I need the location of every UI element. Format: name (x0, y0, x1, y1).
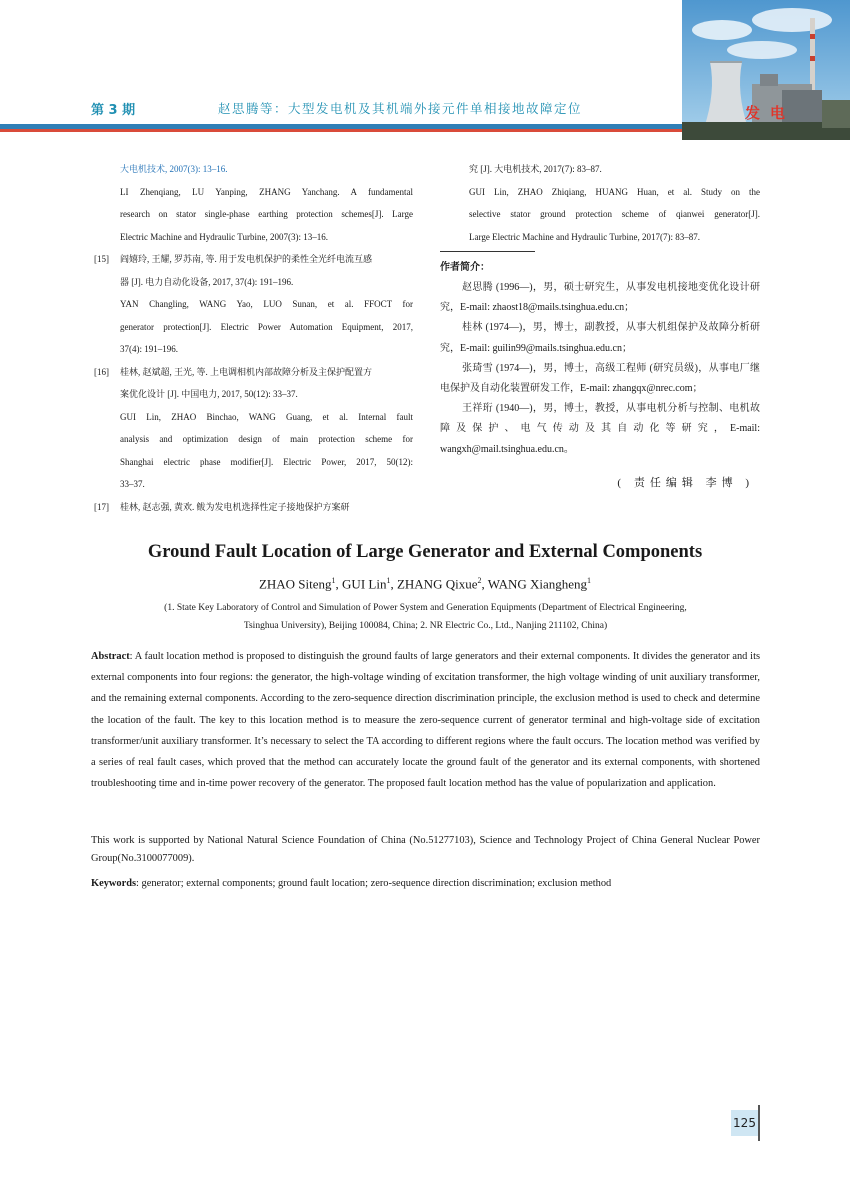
author-bio-entry: 桂林 (1974—)，男，博士，副教授，从事大机组保护及故障分析研究，E-mail: guilin99@mails.tsinghua.edu.cn； (440, 322, 760, 354)
reference-line: Large Electric Machine and Hydraulic Turbine, 2017(7): 83–87. (469, 231, 701, 242)
reference-line: generator protection[J]. Electric Power Automation Equipment, 2017, (120, 321, 413, 332)
reference-line: Shanghai electric phase modifier[J]. Electric Power, 2017, 50(12): (120, 456, 413, 467)
reference-number: [15] (94, 254, 109, 264)
keywords-label: Keywords (91, 878, 137, 889)
reference-number: [16] (94, 366, 109, 377)
reference-16 (91, 361, 413, 496)
references-left-column (91, 158, 413, 518)
reference-line: selective stator ground protection scheme of qianwei generator[J]. (469, 209, 760, 219)
author-affiliation-mark: 1 (587, 576, 592, 585)
reference-15 (91, 248, 413, 361)
reference-line: 37(4): 191–196. (120, 344, 178, 354)
reference-line: research on stator single-phase earthing protection schemes[J]. Large (120, 209, 413, 219)
author-affiliation-mark: 2 (477, 576, 482, 585)
author-bio-entry: 赵思腾 (1996—)，男，硕士研究生，从事发电机接地变优化设计研究，E-mail: zhaost18@mails.tsinghua.edu.cn； (440, 282, 760, 314)
bio-divider (440, 251, 535, 252)
issue-number: 第 3 期 (91, 103, 136, 118)
author-name: ZHANG Qixue (396, 576, 478, 592)
affiliation-line: (1. State Key Laboratory of Control and Simulation of Power System and Generation Equipments (Department of Electrical Engineering, (164, 603, 687, 613)
reference-17 (91, 496, 413, 519)
reference-line: 大电机技术, 2007(3): 13–16. (120, 164, 228, 174)
reference-line: YAN Changling, WANG Yao, LUO Sunan, et al. FFOCT for (120, 299, 413, 309)
reference-line: LI Zhenqiang, LU Yanping, ZHANG Yanchang. A fundamental (120, 186, 413, 197)
reference-line: analysis and optimization design of main protection scheme for (120, 434, 413, 444)
english-keywords (91, 875, 760, 893)
english-affiliation (91, 599, 760, 635)
author-affiliation-mark: 1 (331, 576, 336, 585)
page-header (0, 0, 850, 140)
reference-line: 桂林, 赵志强, 黄欢. 鲅为发电机选择性定子接地保护方案研 (120, 501, 350, 512)
reference-line: GUI Lin, ZHAO Binchao, WANG Guang, et al. Internal fault (120, 411, 413, 422)
author-name: WANG Xiangheng (487, 576, 588, 592)
english-authors: ZHAO Siteng$^1$, GUI Lin$^1$, ZHANG Qixue$^2$, WANG Xiangheng$^1$ (258, 576, 592, 592)
page-number: 125 (731, 1110, 758, 1136)
reference-line: 案优化设计 [J]. 中国电力, 2017, 50(12): 33–37. (120, 389, 298, 399)
funding-statement: This work is supported by National Natural Science Foundation of China (No.51277103), Science and Technology Project of China General Nuclear Power Group(No.3100077009). (91, 835, 760, 864)
keywords-text: : generator; external components; ground fault location; zero-sequence direction discrimination; exclusion method (136, 878, 612, 889)
reference-number: [17] (94, 501, 109, 512)
author-bio-entry: 张琦雪 (1974—)，男，博士，高级工程师 (研究员级)，从事电厂继电保护及自动化装置研发工作，E-mail: zhangqx@nrec.com； (440, 362, 760, 395)
reference-line: 阎嬉玲, 王耀, 罗苏南, 等. 用于发电机保护的柔性全光纤电流互感 (120, 254, 373, 264)
english-abstract (91, 646, 760, 794)
author-name: ZHAO Siteng (258, 576, 332, 592)
reference-line: 究 [J]. 大电机技术, 2017(7): 83–87. (469, 164, 602, 174)
abstract-label: Abstract (91, 651, 130, 662)
header-rule-red (0, 129, 682, 132)
english-title: Ground Fault Location of Large Generator and External Components (147, 542, 703, 562)
reference-line: GUI Lin, ZHAO Zhiqiang, HUANG Huan, et al. Study on the (469, 186, 760, 197)
author-name: GUI Lin (342, 576, 387, 592)
responsible-editor: ( 责任编辑 李博 ) (617, 476, 754, 489)
page-number-bar (758, 1105, 760, 1141)
right-column (440, 158, 760, 494)
author-affiliation-mark: 1 (386, 576, 391, 585)
author-bio-entry: 王祥珩 (1940—)，男，博士，教授，从事电机分析与控制、电机故障及保护、电气传动及其自动化等研究，E-mail: wangxh@mail.tsinghua.edu.cn。 (440, 403, 760, 455)
running-title: 赵思腾等：大型发电机及其机端外接元件单相接地故障定位 (218, 101, 583, 116)
reference-14-continued (91, 158, 413, 248)
reference-line: 器 [J]. 电力自动化设备, 2017, 37(4): 191–196. (120, 276, 294, 287)
reference-line: 33–37. (120, 479, 145, 489)
author-bio-title: 作者简介： (440, 262, 490, 273)
section-label: 发电 (745, 104, 796, 122)
reference-17-continued (440, 158, 760, 248)
affiliation-line: Tsinghua University), Beijing 100084, China; 2. NR Electric Co., Ltd., Nanjing 211102, China) (243, 621, 608, 631)
abstract-text: : A fault location method is proposed to distinguish the ground faults of large generators and their external components. It divides the generator and its external components into four regions: the generator, the high-voltage winding of excitation transformer, the high voltage winding of unit auxiliary transformer, and the remaining external components. According to the zero-sequence direction discrimination principle, the exclusion method is used to check and determine the location of the fault. The key to this location method is to measure the zero-sequence current of generator terminal and high-voltage side of excitation transformer/unit auxiliary transformer. It’s necessary to select the TA according to different regions where the fault occurs. The location method was verified by a series of real fault cases, which proved that the method can accurately locate the ground fault of the generator and its external components, with shortened troubleshooting time and in-time power recovery of the generator. The proposed fault location method has the value of popularization and application. (91, 651, 760, 790)
reference-line: Electric Machine and Hydraulic Turbine, 2007(3): 13–16. (120, 231, 328, 242)
reference-line: 桂林, 赵斌超, 王光, 等. 上电调相机内部故障分析及主保护配置方 (120, 366, 373, 377)
